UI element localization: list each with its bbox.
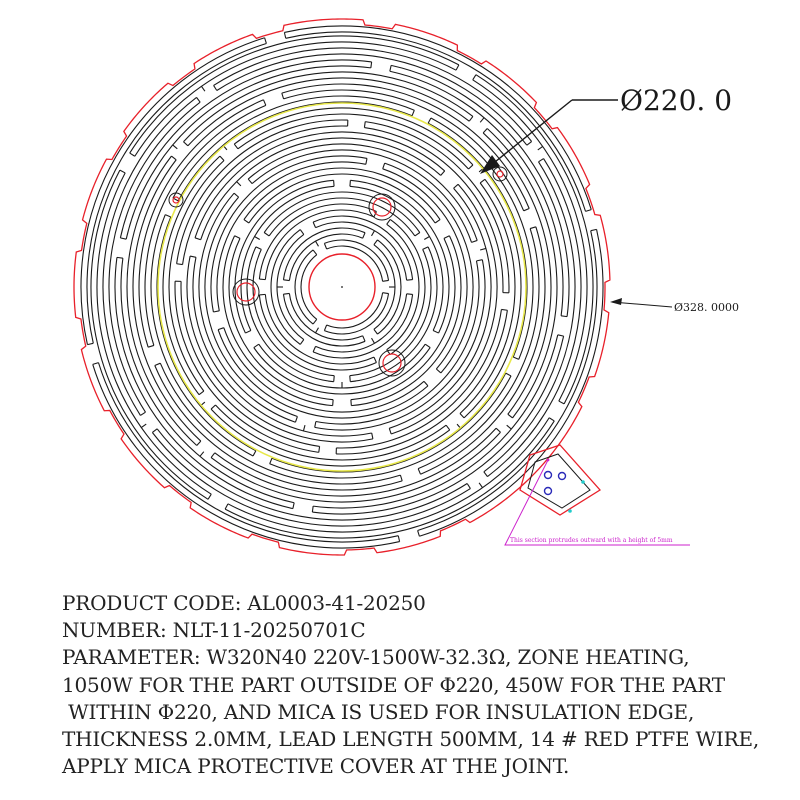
trace-turn-ring-14-end-0 xyxy=(508,414,513,418)
trace-arc-ring-17-b-2 xyxy=(91,170,208,499)
trace-turn-ring-16-end-3 xyxy=(527,142,532,146)
trace-turn-ring-1-end-2 xyxy=(363,233,365,239)
trace-turn-ring-14-end-3 xyxy=(469,116,473,121)
trace-turn-ring-4-start-2 xyxy=(264,233,269,236)
trace-turn-ring-14-start-2 xyxy=(197,441,201,445)
trace-arc-ring-8-b-2 xyxy=(248,144,477,240)
trace-turn-ring-2-start-1 xyxy=(300,340,304,345)
trace-turn-ring-2-end-0 xyxy=(313,346,315,351)
trace-turn-ring-16-end-2 xyxy=(197,97,201,102)
trace-arc-ring-9-b-2 xyxy=(195,132,445,238)
trace-bridge-2 xyxy=(316,241,319,246)
trace-turn-ring-0-start-1 xyxy=(313,319,317,324)
trace-arc-ring-18-a-0 xyxy=(418,231,597,531)
trace-turn-ring-3-start-1 xyxy=(374,357,376,362)
trace-turn-ring-12-end-3 xyxy=(412,110,414,116)
trace-turn-ring-13-start-0 xyxy=(530,227,536,229)
trace-arc-ring-10-b-3 xyxy=(177,120,348,264)
trace-bridge-23 xyxy=(201,86,204,91)
trace-arc-ring-18-a-3 xyxy=(286,32,586,211)
trace-turn-ring-9-end-2 xyxy=(441,171,445,175)
trace-turn-ring-12-end-1 xyxy=(270,458,272,464)
trace-turn-ring-7-end-1 xyxy=(218,328,224,330)
trace-turn-ring-14-end-1 xyxy=(211,453,215,458)
trace-turn-ring-12-start-0 xyxy=(428,118,431,123)
trace-turn-ring-11-end-3 xyxy=(469,165,473,169)
trace-arc-ring-15-b-2 xyxy=(115,257,293,508)
trace-arc-ring-18-a-1 xyxy=(98,363,398,542)
trace-arc-ring-10-b-1 xyxy=(336,310,507,454)
trace-turn-ring-13-start-1 xyxy=(400,475,402,481)
trace-turn-ring-15-start-3 xyxy=(120,238,126,239)
spec-cover: APPLY MICA PROTECTIVE COVER AT THE JOINT. xyxy=(62,754,570,779)
trace-turn-ring-5-end-1 xyxy=(254,344,259,347)
trace-arc-ring-14-a-2 xyxy=(133,160,201,441)
trace-arc-ring-0-a-2 xyxy=(327,246,383,281)
trace-turn-ring-8-end-0 xyxy=(315,421,316,427)
trace-arc-ring-0-a-0 xyxy=(327,293,383,328)
trace-turn-ring-6-start-2 xyxy=(244,220,249,223)
trace-turn-ring-15-end-3 xyxy=(371,62,372,68)
trace-turn-ring-16-start-0 xyxy=(539,159,544,162)
trace-turn-ring-15-end-0 xyxy=(561,316,567,317)
trace-turn-ring-11-end-0 xyxy=(460,414,464,418)
trace-arc-ring-17-b-3 xyxy=(130,36,459,153)
trace-turn-ring-2-start-0 xyxy=(407,294,413,295)
trace-turn-ring-18-start-1 xyxy=(398,536,399,542)
trace-turn-ring-2-end-1 xyxy=(300,230,304,235)
terminal-lead-1 xyxy=(559,473,566,480)
trace-turn-ring-0-start-0 xyxy=(383,293,389,294)
terminal-marker-1 xyxy=(568,509,572,513)
trace-turn-ring-16-end-1 xyxy=(152,429,157,433)
outer-diameter-arrowhead xyxy=(610,298,622,305)
trace-turn-ring-11-end-1 xyxy=(211,405,215,409)
trace-turn-ring-12-end-2 xyxy=(165,215,171,217)
trace-bridge-1 xyxy=(316,328,319,333)
trace-turn-ring-12-start-1 xyxy=(506,373,511,376)
trace-turn-ring-4-end-1 xyxy=(256,247,261,250)
trace-turn-ring-13-end-1 xyxy=(155,363,161,365)
trace-turn-ring-14-end-2 xyxy=(171,156,176,160)
trace-turn-ring-8-end-2 xyxy=(472,240,478,242)
trace-turn-ring-0-end-2 xyxy=(383,280,389,281)
trace-bridge-11 xyxy=(237,182,241,186)
trace-turn-ring-3-end-1 xyxy=(259,294,265,295)
trace-arc-ring-9-b-1 xyxy=(187,256,373,442)
trace-turn-ring-1-start-2 xyxy=(283,280,289,281)
trace-bridge-22 xyxy=(141,424,146,427)
trace-arc-ring-2-b-1 xyxy=(271,230,300,345)
trace-turn-ring-0-end-1 xyxy=(313,250,317,255)
trace-arc-ring-18-b-3 xyxy=(284,26,591,210)
trace-arc-ring-18-b-1 xyxy=(93,364,400,548)
trace-turn-ring-11-start-3 xyxy=(234,144,238,149)
trace-turn-ring-16-start-3 xyxy=(214,85,217,90)
trace-turn-ring-1-start-0 xyxy=(374,240,378,245)
trace-arc-ring-3-b-1 xyxy=(259,295,376,370)
trace-turn-ring-13-start-2 xyxy=(148,345,154,347)
trace-turn-ring-7-start-0 xyxy=(383,163,385,169)
trace-turn-ring-13-start-3 xyxy=(282,93,284,99)
trace-turn-ring-4-start-0 xyxy=(423,247,428,250)
trace-arc-ring-0-b-0 xyxy=(324,294,388,334)
trace-turn-ring-10-start-3 xyxy=(177,264,183,265)
trace-turn-ring-15-start-0 xyxy=(390,65,391,71)
trace-arc-ring-1-b-1 xyxy=(283,294,365,346)
trace-turn-ring-16-start-2 xyxy=(140,412,145,415)
trace-bridge-8 xyxy=(255,237,260,240)
trace-arc-ring-14-a-3 xyxy=(188,78,469,146)
trace-turn-ring-6-start-0 xyxy=(444,236,449,239)
trace-turn-ring-7-end-0 xyxy=(436,369,441,373)
trace-turn-ring-1-end-0 xyxy=(374,329,378,334)
trace-turn-ring-18-end-2 xyxy=(265,38,267,44)
trace-turn-ring-1-end-1 xyxy=(283,293,289,294)
trace-turn-ring-8-start-1 xyxy=(295,417,297,423)
trace-turn-ring-7-start-2 xyxy=(213,311,219,312)
trace-arc-ring-10-b-2 xyxy=(175,281,319,452)
trace-turn-ring-13-end-2 xyxy=(263,100,265,106)
trace-turn-ring-3-start-2 xyxy=(259,279,265,280)
trace-turn-ring-14-start-3 xyxy=(183,142,187,146)
trace-arc-ring-0-b-2 xyxy=(324,240,388,280)
trace-turn-ring-9-end-1 xyxy=(190,256,196,257)
trace-arc-ring-3-a-2 xyxy=(265,210,374,280)
inner-diameter-label: Ø220. 0 xyxy=(620,84,733,117)
trace-turn-ring-0-end-0 xyxy=(324,325,326,331)
trace-arc-ring-17-b-0 xyxy=(476,75,593,404)
trace-turn-ring-15-end-2 xyxy=(117,257,123,258)
trace-arc-ring-1-b-2 xyxy=(283,228,365,280)
trace-turn-ring-10-start-2 xyxy=(319,446,320,452)
trace-turn-ring-7-end-2 xyxy=(366,158,367,164)
trace-turn-ring-11-start-1 xyxy=(446,425,450,430)
mica-outline xyxy=(74,19,610,555)
trace-turn-ring-4-start-1 xyxy=(334,376,335,382)
mounting-hole-4 xyxy=(497,171,503,177)
trace-turn-ring-12-end-0 xyxy=(513,357,519,359)
trace-arc-ring-3-b-2 xyxy=(259,204,376,279)
trace-turn-ring-16-end-0 xyxy=(484,472,488,477)
trace-arc-ring-15-b-1 xyxy=(312,336,563,514)
trace-turn-ring-12-start-2 xyxy=(253,451,256,456)
terminal-lead-2 xyxy=(545,488,552,495)
trace-arc-ring-17-b-1 xyxy=(225,421,554,538)
trace-turn-ring-9-start-1 xyxy=(372,433,373,439)
trace-arc-ring-9-b-0 xyxy=(391,184,497,434)
trace-bridge-9 xyxy=(480,248,486,250)
trace-arc-ring-18-b-0 xyxy=(419,229,603,536)
protrusion-note: This section protrudes outward with a height of 5mm xyxy=(510,537,673,544)
trace-bridge-4 xyxy=(372,338,375,343)
trace-turn-ring-11-end-2 xyxy=(220,156,224,160)
trace-turn-ring-8-end-1 xyxy=(234,193,239,197)
trace-turn-ring-13-end-3 xyxy=(524,208,530,210)
trace-turn-ring-17-start-1 xyxy=(549,418,554,421)
product-specifications xyxy=(62,590,792,780)
terminal-tab xyxy=(520,445,600,515)
trace-turn-ring-18-end-0 xyxy=(418,531,420,537)
trace-turn-ring-5-start-1 xyxy=(425,344,430,347)
trace-bridge-19 xyxy=(173,145,178,149)
trace-turn-ring-14-start-0 xyxy=(483,128,487,132)
trace-bridge-20 xyxy=(538,146,543,149)
spec-number: NUMBER: NLT-11-20250701C xyxy=(62,618,366,643)
terminal-marker-0 xyxy=(581,480,585,484)
trace-turn-ring-3-start-0 xyxy=(387,219,390,224)
trace-bridge-18 xyxy=(200,452,204,457)
trace-turn-ring-17-end-1 xyxy=(225,504,228,509)
trace-turn-ring-1-start-1 xyxy=(363,336,365,342)
trace-bridge-17 xyxy=(507,425,512,429)
trace-turn-ring-18-end-3 xyxy=(586,210,592,212)
trace-turn-ring-4-end-0 xyxy=(350,376,351,382)
trace-turn-ring-8-start-2 xyxy=(248,179,252,184)
trace-turn-ring-18-start-3 xyxy=(284,32,285,38)
trace-turn-ring-16-start-1 xyxy=(467,484,470,489)
trace-arc-ring-10-a-3 xyxy=(183,126,348,265)
trace-turn-ring-2-end-2 xyxy=(407,280,413,281)
trace-turn-ring-9-start-2 xyxy=(195,238,201,240)
trace-turn-ring-10-start-0 xyxy=(364,122,365,128)
trace-bridge-3 xyxy=(372,231,375,236)
trace-arc-ring-15-b-3 xyxy=(120,60,371,238)
trace-turn-ring-14-start-1 xyxy=(496,428,500,432)
trace-arc-ring-14-a-1 xyxy=(215,428,496,496)
trace-turn-ring-6-end-1 xyxy=(235,236,240,239)
trace-turn-ring-17-start-2 xyxy=(208,494,211,499)
trace-bridge-16 xyxy=(480,118,484,123)
trace-turn-ring-17-end-0 xyxy=(559,401,564,404)
trace-bridge-10 xyxy=(303,425,305,431)
trace-turn-ring-17-end-3 xyxy=(456,65,459,70)
outer-diameter-label: Ø328. 0000 xyxy=(674,301,740,314)
mounting-hole-2 xyxy=(237,283,255,301)
trace-turn-ring-17-end-2 xyxy=(120,170,125,173)
trace-turn-ring-2-start-2 xyxy=(313,222,315,227)
trace-arc-ring-10-b-0 xyxy=(365,122,509,293)
spec-outer-power: 1050W FOR THE PART OUTSIDE OF Φ220, 450W FOR THE PART xyxy=(62,672,725,697)
trace-turn-ring-5-end-0 xyxy=(433,330,438,333)
trace-bridge-21 xyxy=(479,483,482,488)
spec-product-code: PRODUCT CODE: AL0003-41-20250 xyxy=(62,591,426,615)
spec-inner-power: WITHIN Φ220, AND MICA IS USED FOR INSULATION EDGE, xyxy=(62,699,695,724)
trace-turn-ring-18-end-1 xyxy=(93,363,99,365)
trace-turn-ring-18-start-0 xyxy=(591,229,597,230)
trace-turn-ring-11-start-0 xyxy=(480,179,485,183)
trace-turn-ring-13-end-0 xyxy=(418,469,420,475)
inner-diameter-leader xyxy=(485,100,572,170)
trace-turn-ring-6-end-2 xyxy=(435,220,440,223)
trace-turn-ring-15-start-1 xyxy=(558,335,564,336)
trace-turn-ring-9-start-0 xyxy=(454,184,458,188)
protrusion-callout-leader xyxy=(505,460,690,545)
trace-turn-ring-10-start-1 xyxy=(501,309,507,310)
terminal-lead-0 xyxy=(545,472,552,479)
trace-arc-ring-18-b-2 xyxy=(81,38,265,345)
trace-turn-ring-18-start-2 xyxy=(87,343,93,344)
trace-bridge-6 xyxy=(424,237,429,240)
trace-turn-ring-7-start-1 xyxy=(424,381,428,386)
trace-turn-ring-17-start-0 xyxy=(473,75,476,80)
trace-arc-ring-15-b-0 xyxy=(391,65,569,316)
center-point xyxy=(341,286,343,288)
trace-turn-ring-9-end-0 xyxy=(389,428,391,434)
trace-arc-ring-3-a-1 xyxy=(265,294,374,364)
trace-turn-ring-8-start-0 xyxy=(476,260,482,261)
spec-parameter: PARAMETER: W320N40 220V-1500W-32.3Ω, ZONE HEATING, xyxy=(62,645,690,670)
spec-thickness: THICKNESS 2.0MM, LEAD LENGTH 500MM, 14 # RED PTFE WIRE, xyxy=(62,727,760,752)
trace-turn-ring-0-start-2 xyxy=(324,243,326,249)
trace-turn-ring-17-start-3 xyxy=(130,153,135,156)
trace-turn-ring-15-end-1 xyxy=(312,506,313,512)
trace-arc-ring-8-b-1 xyxy=(199,193,295,422)
trace-turn-ring-4-end-2 xyxy=(415,233,420,236)
trace-turn-ring-11-start-2 xyxy=(199,391,204,395)
trace-turn-ring-5-start-2 xyxy=(245,330,250,333)
trace-turn-ring-15-start-2 xyxy=(293,503,294,509)
